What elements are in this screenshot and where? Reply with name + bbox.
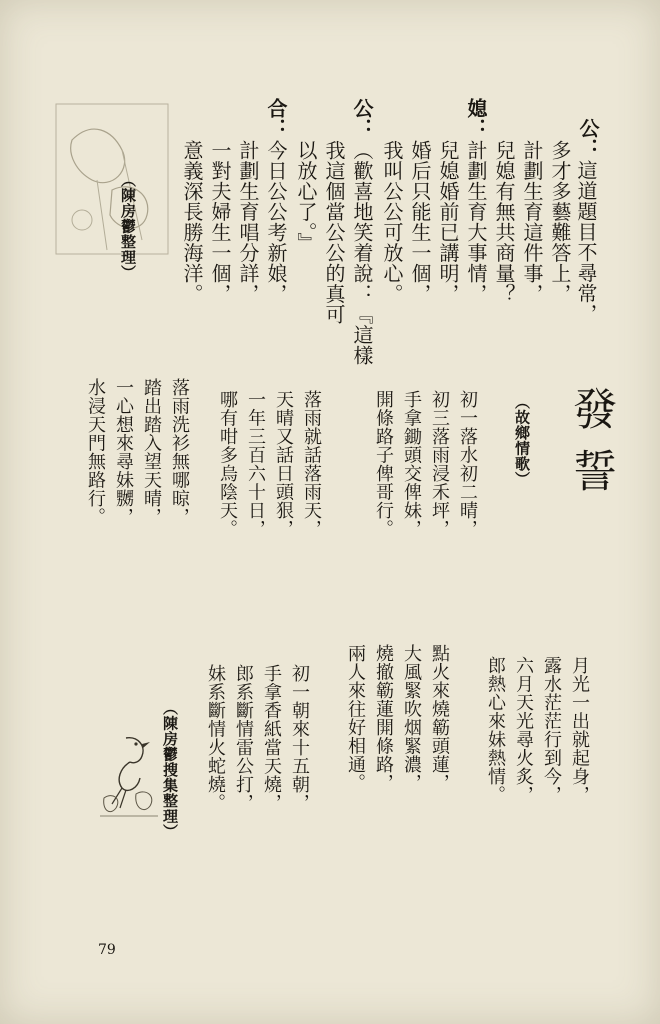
dialogue-line: 計劃生育這件事， — [520, 140, 544, 304]
dialogue-line: 兒媳婚前已講明， — [436, 140, 460, 304]
song-line: 露水茫茫行到今， — [541, 656, 562, 804]
dialogue-line: 以放心了。』 — [294, 140, 318, 253]
dialogue-line: 婚后只能生一個， — [408, 140, 432, 304]
speaker-label: 公： — [350, 98, 374, 138]
song-line: 初一落水初二晴， — [457, 390, 478, 538]
song-line: 兩人來往好相通。 — [345, 644, 366, 792]
page-number: 79 — [98, 942, 116, 958]
song-line: 月光一出就起身， — [569, 656, 590, 804]
song-line: 一心想來尋妹嬲， — [113, 378, 134, 526]
dialogue-line: 意義深長勝海洋。 — [180, 140, 204, 304]
dialogue-line: 兒媳有無共商量？ — [492, 140, 516, 304]
dialogue-line: 多才多藝難答上， — [548, 140, 572, 304]
speaker-label: 公： — [576, 118, 600, 158]
song-line: 初一朝來十五朝， — [289, 664, 310, 812]
song-line: 天晴又話日頭狠， — [273, 390, 294, 538]
song-line: 手拿香紙當天燒， — [261, 664, 282, 812]
song-line: 六月天光尋火炙， — [513, 656, 534, 804]
song-line: 郎系斷情雷公打， — [233, 664, 254, 812]
flower-illustration — [52, 100, 172, 260]
song-line: 踏出踏入望天晴， — [141, 378, 162, 526]
song-line: 燒撤簕蓮開條路， — [373, 644, 394, 792]
dialogue-line: 我叫公公可放心。 — [380, 140, 404, 304]
song-line: 水浸天門無路行。 — [85, 378, 106, 526]
song-line: 點火來燒簕頭蓮， — [429, 644, 450, 792]
dialogue-line: 一對夫婦生一個， — [208, 140, 232, 304]
dialogue-line: 我這個當公公的真可 — [322, 140, 346, 325]
song-line: 大風緊吹烟緊濃， — [401, 644, 422, 792]
song-line: 郎熱心來妹熱情。 — [485, 656, 506, 804]
song-line: 落雨洗衫無哪晾， — [169, 378, 190, 526]
dialogue-line: 今日公公考新娘， — [264, 140, 288, 304]
dialogue-line: （歡喜地笑着說：『這樣 — [350, 140, 374, 366]
dialogue-line: 計劃生育唱分詳， — [236, 140, 260, 304]
song-subtitle: （故鄉情歌） — [513, 394, 531, 487]
song-line: 妹系斷情火蛇燒。 — [205, 664, 226, 812]
dialogue-line: 計劃生育大事情， — [464, 140, 488, 304]
song-line: 初三落雨浸禾坪， — [429, 390, 450, 538]
dialogue-credit: （陳房鬱整理） — [119, 172, 137, 281]
bird-illustration — [96, 728, 162, 820]
song-line: 哪有咁多烏陰天。 — [217, 390, 238, 538]
dialogue-line: 這道題目不尋常， — [574, 160, 598, 324]
song-line: 一年三百六十日， — [245, 390, 266, 538]
song-line: 開條路子俾哥行。 — [373, 390, 394, 538]
song-line: 手拿鋤頭交俾妹， — [401, 390, 422, 538]
speaker-label: 合： — [264, 98, 288, 138]
song-title: 發誓 — [565, 386, 616, 510]
speaker-label: 媳： — [464, 98, 488, 138]
song-credit: （陳房鬱搜集整理） — [161, 700, 179, 840]
song-line: 落雨就話落雨天， — [301, 390, 322, 538]
